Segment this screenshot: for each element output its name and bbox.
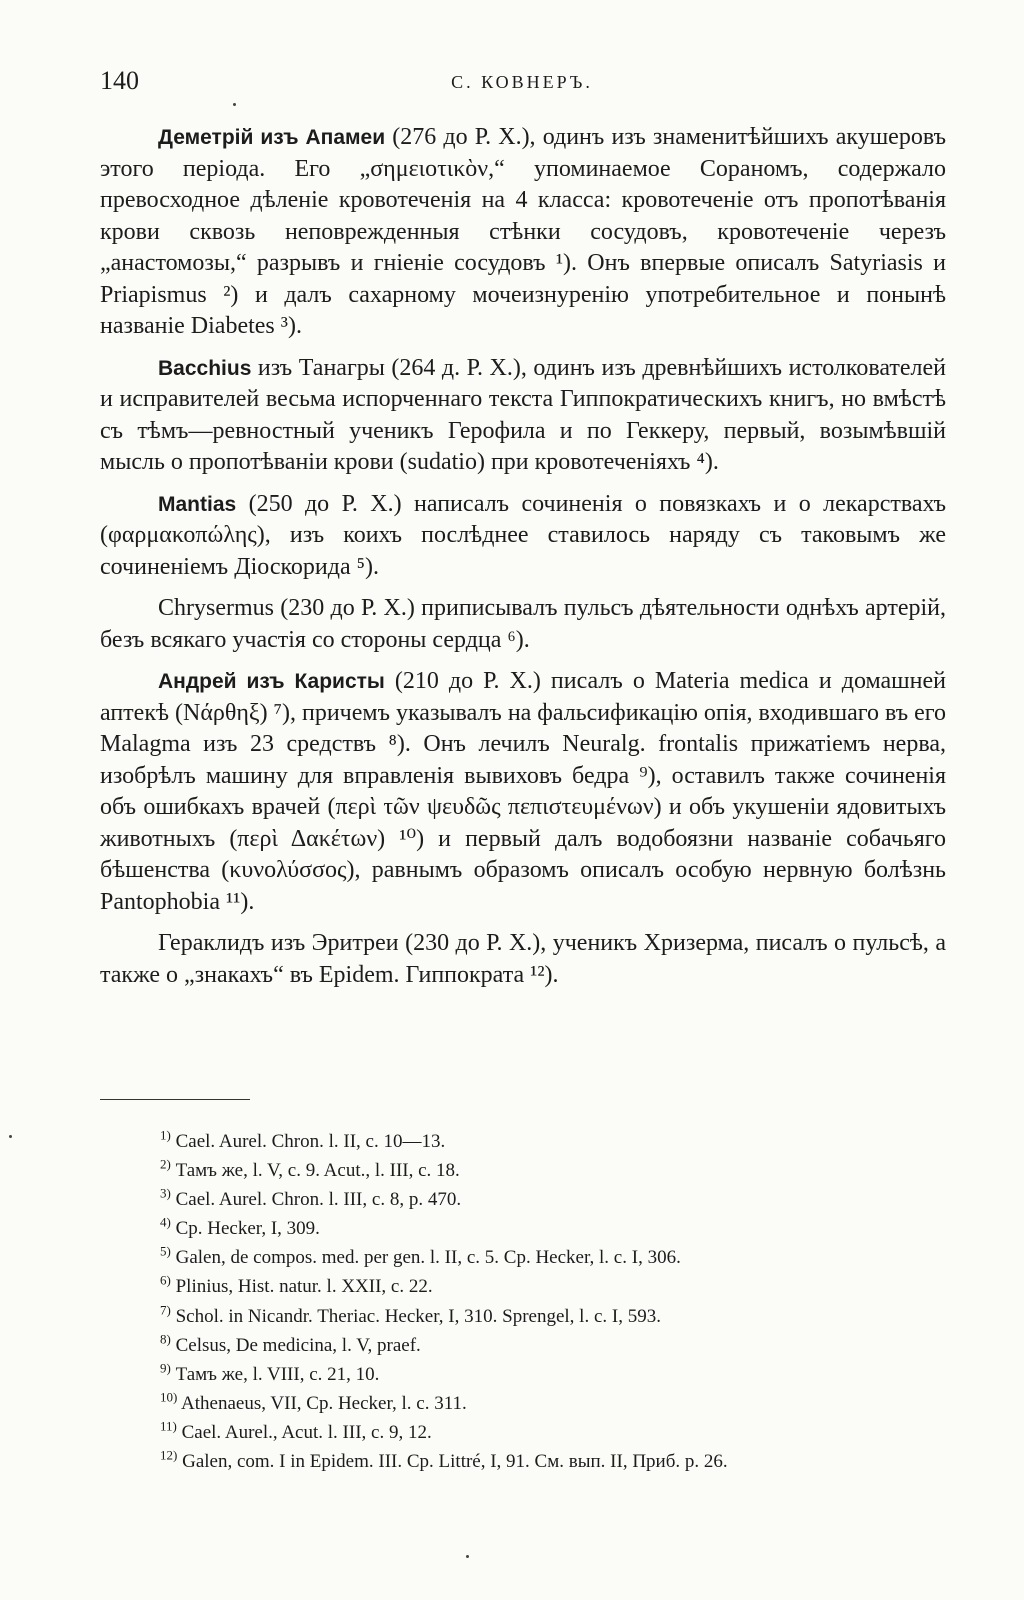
print-speck	[9, 1135, 12, 1138]
footnote-text: Athenaeus, VII, Cp. Hecker, l. c. 311.	[181, 1392, 467, 1414]
footnote-mark: 7)	[160, 1302, 171, 1318]
footnote-mark: 11)	[160, 1418, 177, 1434]
footnote	[160, 1156, 960, 1185]
footnote	[160, 1331, 960, 1360]
paragraph-text: (210 до Р. Х.) писалъ о Materia medica и домашней аптекѣ (Νάρθηξ) ⁷), причемъ указывалъ на фальсификацію опія, входившаго въ его Malagma изъ 23 средствъ ⁸). Онъ лечилъ Neuralg. frontalis прижатіемъ нерва, изобрѣлъ машину для вправленія вывиховъ бедра ⁹), оставилъ также сочиненія объ ошибкахъ врачей (περὶ τῶν ψευδῶς πεπιστευμένων) и объ укушеніи ядовитыхъ животныхъ (περὶ Δακέτων) ¹⁰) и первый далъ водобоязни названіе собачьяго бѣшенства (κυνολύσσος), равнымъ образомъ описалъ особую нервную болѣзнь Pantophobia ¹¹).	[100, 668, 947, 915]
footnote-text: Тамъ же, l. VIII, c. 21, 10.	[175, 1363, 380, 1385]
print-speck	[466, 1555, 469, 1558]
footnotes	[160, 1127, 960, 1476]
footnote-mark: 12)	[160, 1447, 178, 1463]
entry-name: Bacchius	[158, 356, 252, 380]
footnote-text: Cael. Aurel., Acut. l. III, c. 9, 12.	[181, 1421, 432, 1443]
footnote	[160, 1272, 960, 1301]
running-head: С. КОВНЕРЪ.	[451, 72, 593, 92]
paragraph-bacchius	[100, 353, 946, 479]
paragraph-text: Гераклидъ изъ Эритреи (230 до Р. Х.), ученикъ Хризерма, писалъ о пульсѣ, а также о „знакахъ“ въ Epidem. Гиппократа ¹²).	[100, 930, 946, 988]
footnote	[160, 1243, 960, 1272]
footnote	[160, 1185, 960, 1214]
footnote	[160, 1418, 960, 1447]
entry-name: Андрей изъ Каристы	[158, 670, 385, 693]
footnote-mark: 4)	[160, 1214, 171, 1230]
footnote	[160, 1447, 960, 1476]
page-number: 140	[100, 66, 139, 95]
footnote-text: Тамъ же, l. V, c. 9. Acut., l. III, c. 18.	[175, 1160, 460, 1182]
main-text	[100, 122, 946, 1001]
footnote-mark: 10)	[160, 1389, 178, 1405]
paragraph-text: Chrysermus (230 до Р. Х.) приписывалъ пульсъ дѣятельности однѣхъ артерій, безъ всякаго участія со стороны сердца ⁶).	[100, 595, 946, 653]
footnote-text: Galen, de compos. med. per gen. l. II, c. 5. Cp. Hecker, l. c. I, 306.	[175, 1247, 681, 1269]
footnote-rule	[100, 1099, 250, 1100]
paragraph-text: (250 до Р. Х.) написалъ сочиненія о повязкахъ и о лекарствахъ (φαρμακοπώλης), изъ коихъ послѣднее ставилось наряду съ таковымъ же сочиненіемъ Діоскорида ⁵).	[100, 490, 946, 580]
footnote-text: Cael. Aurel. Chron. l. II, c. 10—13.	[175, 1131, 446, 1152]
paragraph-chrysermus	[100, 593, 946, 656]
paragraph-mantias	[100, 489, 946, 584]
footnote-mark: 9)	[160, 1360, 171, 1376]
page-header	[100, 66, 944, 106]
entry-name: Mantias	[158, 492, 237, 516]
footnote-mark: 6)	[160, 1273, 171, 1289]
paragraph-text: изъ Танагры (264 д. Р. Х.), одинъ изъ древнѣйшихъ истолкователей и исправителей весьма испорченнаго текста Гиппократическихъ книгъ, но вмѣстѣ съ тѣмъ—ревностный ученикъ Герофила и по Геккеру, первый, возымѣвшій мысль о пропотѣваніи крови (sudatio) при кровотеченіяхъ ⁴).	[100, 354, 946, 475]
print-speck	[233, 103, 236, 106]
footnote-mark: 5)	[160, 1244, 171, 1260]
paragraph-demetrius	[100, 122, 946, 343]
paragraph-text: (276 до Р. Х.), одинъ изъ знаменитѣйшихъ акушеровъ этого періода. Его „σημειοτικὸν,“ упоминаемое Сораномъ, содержало превосходное дѣленіе кровотеченія на 4 класса: кровотеченіе отъ пропотѣванія крови сквозь неповрежденныя стѣнки сосудовъ, кровотеченіе черезъ „анастомозы,“ разрывъ и гніеніе сосудовъ ¹). Онъ впервые описалъ Satyriasis и Priapismus ²) и далъ сахарному мочеизнуренію употребительное и понынѣ названіе Diabetes ³).	[100, 124, 946, 339]
footnote	[160, 1127, 960, 1156]
footnote-mark: 1)	[160, 1127, 171, 1143]
footnote-text: Cael. Aurel. Chron. l. III, c. 8, p. 470.	[175, 1189, 462, 1211]
footnote-mark: 8)	[160, 1331, 171, 1347]
entry-name: Деметрій изъ Апамеи	[158, 126, 386, 149]
footnote	[160, 1360, 960, 1389]
paragraph-andreas	[100, 666, 946, 918]
footnote-text: Celsus, De medicina, l. V, praef.	[175, 1334, 421, 1356]
footnote-mark: 2)	[160, 1156, 171, 1172]
footnote	[160, 1214, 960, 1243]
paragraph-heraclides	[100, 928, 946, 991]
footnote-text: Schol. in Nicandr. Theriac. Hecker, I, 310. Sprengel, l. c. I, 593.	[175, 1305, 661, 1327]
footnote-text: Cp. Hecker, I, 309.	[175, 1218, 320, 1240]
footnote	[160, 1389, 960, 1418]
footnote-mark: 3)	[160, 1185, 171, 1201]
footnote	[160, 1302, 960, 1331]
footnote-text: Galen, com. I in Epidem. III. Cp. Littré, I, 91. См. вып. II, Приб. p. 26.	[182, 1451, 728, 1473]
footnote-text: Plinius, Hist. natur. l. XXII, c. 22.	[175, 1276, 433, 1298]
